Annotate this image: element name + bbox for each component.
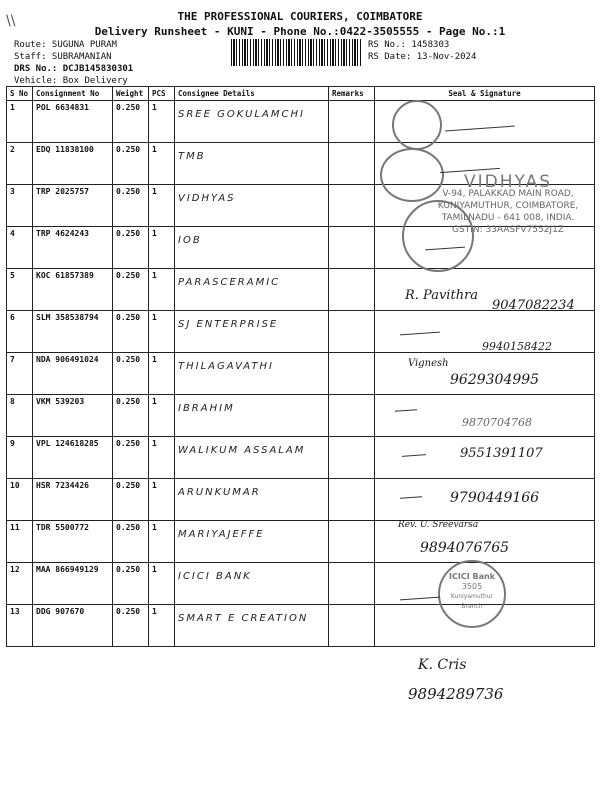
col-header-sno: S No — [7, 87, 33, 101]
drs-field: DRS No.: DCJB145830301 — [14, 64, 134, 74]
pcs-cell: 1 — [149, 185, 175, 227]
corner-scratch-mark: \\ — [6, 13, 16, 29]
sno-cell: 8 — [7, 395, 33, 437]
col-header-seal: Seal & Signature — [375, 87, 595, 101]
remarks-cell — [329, 269, 375, 311]
consignee-name: MARIYAJEFFE — [178, 529, 265, 540]
remarks-cell — [329, 101, 375, 143]
meta-right — [368, 39, 476, 63]
sno-cell: 3 — [7, 185, 33, 227]
remarks-cell — [329, 353, 375, 395]
weight-cell: 0.250 — [113, 311, 149, 353]
weight-cell: 0.250 — [113, 143, 149, 185]
weight-cell: 0.250 — [113, 395, 149, 437]
consignee-name: ICICI BANK — [178, 571, 252, 582]
consignment-no-cell: VPL 124618285 — [33, 437, 113, 479]
consignment-no-cell: NDA 906491024 — [33, 353, 113, 395]
weight-cell: 0.250 — [113, 605, 149, 647]
weight-cell: 0.250 — [113, 479, 149, 521]
weight-cell: 0.250 — [113, 521, 149, 563]
sno-cell: 13 — [7, 605, 33, 647]
remarks-cell — [329, 185, 375, 227]
consignee-cell — [175, 101, 329, 143]
pcs-cell: 1 — [149, 395, 175, 437]
icici-bank-stamp: ICICI Bank 3505 Kuniyamuthur Branch — [438, 560, 506, 628]
consignee-name: PARASCERAMIC — [178, 277, 281, 288]
sno-cell: 11 — [7, 521, 33, 563]
handwritten-name-row5: R. Pavithra — [405, 288, 479, 303]
consignee-cell — [175, 395, 329, 437]
table-row — [7, 563, 595, 605]
sno-cell: 1 — [7, 101, 33, 143]
remarks-cell — [329, 479, 375, 521]
pcs-cell: 1 — [149, 479, 175, 521]
consignment-no-cell: HSR 7234426 — [33, 479, 113, 521]
table-row — [7, 605, 595, 647]
sno-cell: 7 — [7, 353, 33, 395]
pcs-cell: 1 — [149, 143, 175, 185]
remarks-cell — [329, 563, 375, 605]
handwritten-phone-row5: 9047082234 — [492, 298, 575, 313]
consignee-cell — [175, 563, 329, 605]
consignee-name: IOB — [178, 235, 202, 246]
consignment-no-cell: MAA 866949129 — [33, 563, 113, 605]
remarks-cell — [329, 437, 375, 479]
round-seal-row1 — [392, 100, 442, 150]
col-header-weight: Weight — [113, 87, 149, 101]
consignment-no-cell: KOC 61857389 — [33, 269, 113, 311]
pcs-cell: 1 — [149, 227, 175, 269]
consignee-cell — [175, 605, 329, 647]
remarks-cell — [329, 521, 375, 563]
consignment-no-cell: TRP 4624243 — [33, 227, 113, 269]
pcs-cell: 1 — [149, 605, 175, 647]
consignee-cell — [175, 269, 329, 311]
weight-cell: 0.250 — [113, 437, 149, 479]
consignment-no-cell: VKM 539203 — [33, 395, 113, 437]
sno-cell: 10 — [7, 479, 33, 521]
remarks-cell — [329, 143, 375, 185]
handwritten-phone-row9: 9551391107 — [460, 446, 543, 461]
consignee-cell — [175, 521, 329, 563]
sno-cell: 2 — [7, 143, 33, 185]
handwritten-name-row11: Rev. U. Sreevarsa — [398, 520, 479, 530]
table-row — [7, 101, 595, 143]
sno-cell: 9 — [7, 437, 33, 479]
sno-cell: 4 — [7, 227, 33, 269]
handwritten-bottom-name: K. Cris — [418, 657, 467, 673]
runsheet-table — [6, 86, 595, 647]
document-title: THE PROFESSIONAL COURIERS, COIMBATORE — [177, 10, 423, 23]
consignee-name: ARUNKUMAR — [178, 487, 261, 498]
consignment-no-cell: TRP 2025757 — [33, 185, 113, 227]
weight-cell: 0.250 — [113, 269, 149, 311]
round-seal-row2 — [380, 148, 444, 202]
route-field: Route: SUGUNA PURAM — [14, 40, 117, 50]
consignee-name: SREE GOKULAMCHI — [178, 109, 305, 120]
consignee-name: VIDHYAS — [178, 193, 236, 204]
remarks-cell — [329, 227, 375, 269]
handwritten-bottom-phone: 9894289736 — [408, 685, 504, 703]
consignee-name: SJ ENTERPRISE — [178, 319, 279, 330]
consignee-cell — [175, 227, 329, 269]
consignment-no-cell: TDR 5500772 — [33, 521, 113, 563]
staff-field: Staff: SUBRAMANIAN — [14, 52, 112, 62]
col-header-pcs: PCS — [149, 87, 175, 101]
sno-cell: 6 — [7, 311, 33, 353]
consignee-name: TMB — [178, 151, 206, 162]
handwritten-name-row7: Vignesh — [408, 358, 449, 369]
handwritten-phone-row11: 9894076765 — [420, 540, 510, 556]
consignee-name: THILAGAVATHI — [178, 361, 274, 372]
handwritten-phone-row6: 9940158422 — [482, 340, 552, 353]
consignment-no-cell: EDQ 11838100 — [33, 143, 113, 185]
consignee-name: IBRAHIM — [178, 403, 235, 414]
consignee-cell — [175, 353, 329, 395]
pcs-cell: 1 — [149, 437, 175, 479]
consignment-no-cell: DDG 907670 — [33, 605, 113, 647]
remarks-cell — [329, 311, 375, 353]
sno-cell: 5 — [7, 269, 33, 311]
consignee-name: SMART E CREATION — [178, 613, 309, 624]
pcs-cell: 1 — [149, 101, 175, 143]
consignee-cell — [175, 311, 329, 353]
weight-cell: 0.250 — [113, 563, 149, 605]
consignee-cell — [175, 143, 329, 185]
round-seal-row4 — [402, 200, 474, 272]
handwritten-phone-row10: 9790449166 — [450, 490, 540, 506]
pcs-cell: 1 — [149, 563, 175, 605]
weight-cell: 0.250 — [113, 353, 149, 395]
col-header-consignee: Consignee Details — [175, 87, 329, 101]
vidhyas-stamp: VIDHYAS V-94, PALAKKAD MAIN ROAD, KUNIYAMUTHUR, COIMBATORE, TAMILNADU - 641 008, INDIA. GSTIN: 33AASFV7552J1Z — [437, 172, 579, 235]
sno-cell: 12 — [7, 563, 33, 605]
weight-cell: 0.250 — [113, 101, 149, 143]
vehicle-field: Vehicle: Box Delivery — [14, 76, 128, 86]
barcode-image — [231, 39, 361, 66]
col-header-remarks: Remarks — [329, 87, 375, 101]
consignee-cell — [175, 479, 329, 521]
consignee-cell — [175, 185, 329, 227]
col-header-consignment: Consignment No — [33, 87, 113, 101]
pcs-cell: 1 — [149, 521, 175, 563]
rs-date: RS Date: 13-Nov-2024 — [368, 52, 477, 62]
consignee-cell — [175, 437, 329, 479]
meta-left — [14, 39, 133, 87]
handwritten-phone-row8: 9870704768 — [462, 416, 532, 429]
table-header-row — [7, 87, 595, 101]
pcs-cell: 1 — [149, 353, 175, 395]
consignment-no-cell: SLM 358538794 — [33, 311, 113, 353]
weight-cell: 0.250 — [113, 185, 149, 227]
handwritten-phone-row7: 9629304995 — [450, 372, 540, 388]
consignment-no-cell: POL 6634831 — [33, 101, 113, 143]
pcs-cell: 1 — [149, 269, 175, 311]
document-subtitle: Delivery Runsheet - KUNI - Phone No.:0422-3505555 - Page No.:1 — [94, 25, 506, 38]
rs-number: RS No.: 1458303 — [368, 40, 450, 50]
pcs-cell: 1 — [149, 311, 175, 353]
remarks-cell — [329, 395, 375, 437]
remarks-cell — [329, 605, 375, 647]
weight-cell: 0.250 — [113, 227, 149, 269]
consignee-name: WALIKUM ASSALAM — [178, 445, 306, 456]
